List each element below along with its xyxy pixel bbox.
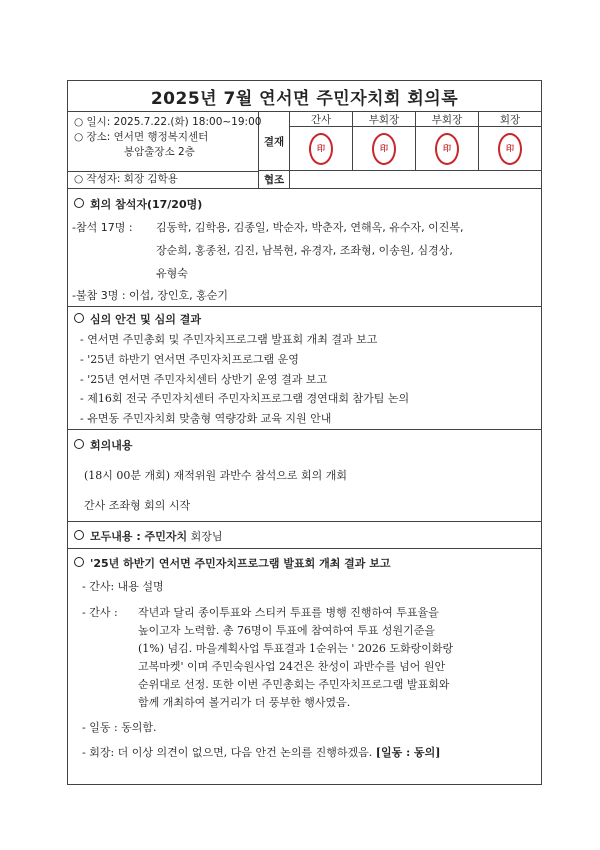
- greeting-row: [74, 528, 222, 544]
- meeting-datetime: ○ 일시: 2025.7.22.(화) 18:00~19:00: [74, 116, 262, 128]
- closing-line: [82, 744, 440, 760]
- approval-role: 부회장: [416, 112, 478, 127]
- agenda-item: - '25년 하반기 연서면 주민자치프로그램 운영: [80, 353, 299, 366]
- greeting-tail: 회장님: [190, 530, 223, 543]
- consent-line: - 일동 : 동의함.: [82, 721, 157, 734]
- content-intro-section: [68, 430, 541, 522]
- greeting-heading: 모두내용 : 주민자치: [90, 530, 188, 543]
- report-heading-row: [74, 555, 391, 571]
- absent-list: -불참 3명 : 이섭, 장인호, 홍순기: [72, 289, 229, 302]
- circle-bullet-icon: [74, 557, 84, 567]
- circle-bullet-icon: [74, 198, 84, 208]
- approval-column: [416, 112, 479, 170]
- meeting-info: [68, 112, 262, 188]
- report-line: 작년과 달리 종이투표와 스티커 투표를 병행 진행하여 투표율을: [138, 606, 439, 619]
- greeting-section: [68, 522, 541, 549]
- attendance-heading: 회의 참석자(17/20명): [90, 198, 203, 211]
- present-names: 유형숙: [156, 267, 188, 280]
- document-title: 2025년 7월 연서면 주민자치회 회의록: [68, 81, 541, 112]
- approval-role: 회장: [479, 112, 541, 127]
- approval-label: 결재: [259, 112, 290, 170]
- attendance-heading-row: [74, 196, 202, 212]
- report-line: 순위대로 선정. 또한 이번 주민총회는 주민자치프로그램 발표회와: [138, 678, 450, 691]
- seal-stamp: 印: [435, 133, 459, 165]
- start-text: 간사 조좌형 회의 시작: [84, 499, 191, 512]
- approval-column: [353, 112, 416, 170]
- report-section: [68, 549, 541, 765]
- meeting-place: ○ 장소: 연서면 행정복지센터: [74, 131, 209, 143]
- present-label: -참석 17명 :: [72, 221, 133, 234]
- content-heading-row: [74, 437, 133, 453]
- meeting-place-detail: 봉암출장소 2층: [124, 146, 195, 158]
- header-block: [68, 112, 541, 189]
- circle-bullet-icon: [74, 439, 84, 449]
- agenda-heading-row: [74, 311, 201, 327]
- report-line: 높이고자 노력함. 총 76명이 투표에 참여하여 투표 성원기준을: [138, 624, 435, 637]
- agenda-item: - 유면동 주민자치회 맞춤형 역량강화 교육 지원 안내: [80, 412, 332, 425]
- present-names: 장순희, 홍종천, 김진, 남복현, 유경자, 조좌형, 이송원, 심경상,: [156, 244, 453, 257]
- cooperation-label: 협조: [259, 171, 290, 188]
- agenda-item: - 제16회 전국 주민자치센터 주민자치프로그램 경연대회 참가팀 논의: [80, 392, 410, 405]
- seal-stamp: 印: [372, 133, 396, 165]
- meeting-writer: ○ 작성자: 회장 김학용: [74, 173, 178, 185]
- explain-line: - 간사: 내용 설명: [82, 580, 164, 593]
- approval-role: 부회장: [353, 112, 415, 127]
- approval-column: [290, 112, 353, 170]
- seal-stamp: 印: [498, 133, 522, 165]
- agenda-heading: 심의 안건 및 심의 결과: [90, 313, 201, 326]
- agenda-item: - '25년 연서면 주민자치센터 상반기 운영 결과 보고: [80, 373, 328, 386]
- seal-stamp: 印: [309, 133, 333, 165]
- report-label: - 간사 :: [82, 606, 118, 619]
- present-names: 김동학, 김학용, 김종일, 박순자, 박춘자, 연해옥, 유수자, 이진복,: [156, 221, 464, 234]
- agenda-section: [68, 307, 541, 430]
- report-line: 함께 개최하여 볼거리가 더 풍부한 행사였음.: [138, 696, 351, 709]
- approval-column: [479, 112, 541, 170]
- opening-text: (18시 00분 개회) 재적위원 과반수 참석으로 회의 개회: [84, 469, 347, 482]
- closing-text: - 회장: 더 이상 의견이 없으면, 다음 안건 논의를 진행하겠음.: [82, 746, 373, 759]
- approval-block: [259, 112, 541, 188]
- report-line: 고복마켓' 이며 주민숙원사업 24건은 찬성이 과반수를 넘어 원안: [138, 660, 446, 673]
- attendance-section: [68, 189, 541, 307]
- report-heading: '25년 하반기 연서면 주민자치프로그램 발표회 개최 결과 보고: [90, 557, 391, 570]
- approval-role: 간사: [290, 112, 352, 127]
- circle-bullet-icon: [74, 530, 84, 540]
- report-line: (1%) 넘김. 마을계획사업 투표결과 1순위는 ' 2026 도화랑이화랑: [138, 642, 454, 655]
- agenda-item: - 연서면 주민총회 및 주민자치프로그램 발표회 개최 결과 보고: [80, 333, 378, 346]
- minutes-sheet: [67, 80, 542, 785]
- content-heading: 회의내용: [90, 439, 133, 452]
- closing-tag: [일동 : 동의]: [375, 746, 441, 759]
- circle-bullet-icon: [74, 313, 84, 323]
